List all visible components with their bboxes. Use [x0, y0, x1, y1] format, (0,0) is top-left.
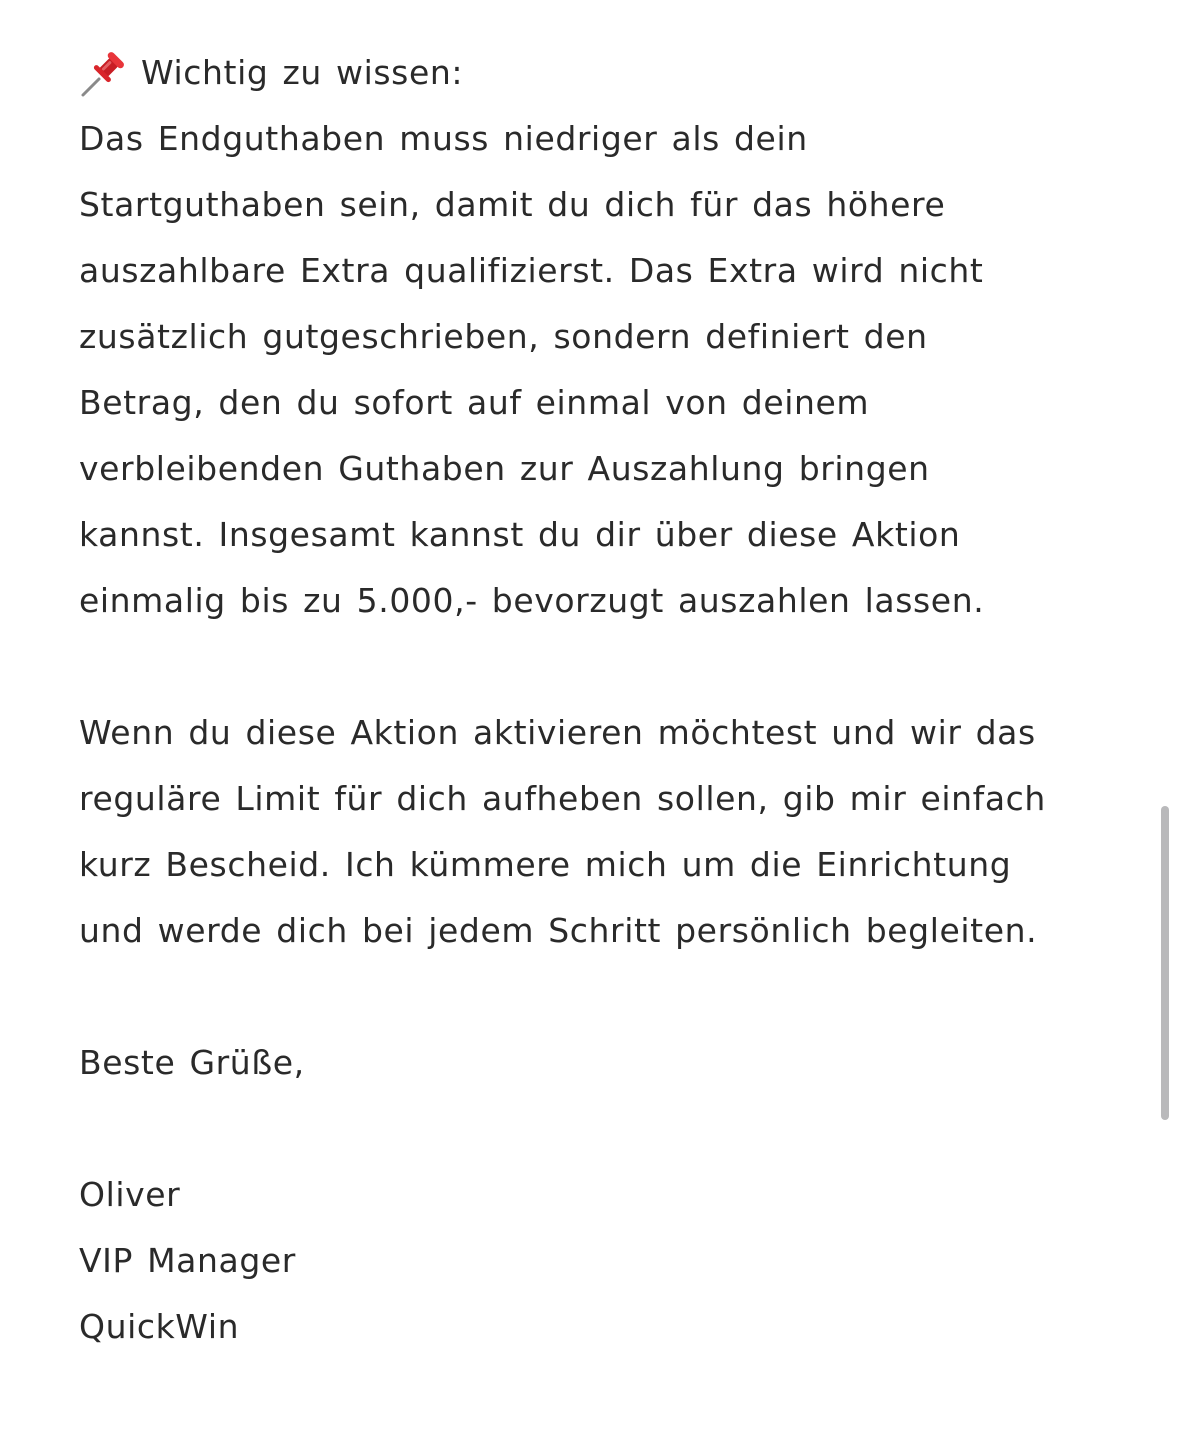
text-line: Betrag, den du sofort auf einmal von deinem — [79, 383, 870, 422]
important-heading-text: Wichtig zu wissen: — [141, 53, 464, 92]
text-line: Das Endguthaben muss niedriger als dein — [79, 119, 808, 158]
text-line: kannst. Insgesamt kannst du dir über diese Aktion — [79, 515, 961, 554]
scrollbar-thumb[interactable] — [1161, 806, 1169, 1120]
text-line: und werde dich bei jedem Schritt persönlich begleiten. — [79, 911, 1038, 950]
message-body — [79, 40, 1129, 1360]
signature-name: Oliver — [79, 1175, 181, 1214]
vertical-scrollbar[interactable] — [1159, 0, 1171, 1452]
paragraph-conditions — [79, 106, 1129, 634]
important-heading — [79, 40, 1129, 106]
spacer — [79, 1096, 1129, 1162]
text-line: einmalig bis zu 5.000,- bevorzugt auszahlen lassen. — [79, 581, 985, 620]
spacer — [79, 964, 1129, 1030]
paragraph-activation — [79, 700, 1129, 964]
signature — [79, 1162, 1129, 1360]
text-line: verbleibenden Guthaben zur Auszahlung bringen — [79, 449, 930, 488]
signature-company: QuickWin — [79, 1307, 240, 1346]
text-line: Startguthaben sein, damit du dich für das höhere — [79, 185, 946, 224]
text-line: reguläre Limit für dich aufheben sollen, gib mir einfach — [79, 779, 1046, 818]
text-line: Wenn du diese Aktion aktivieren möchtest und wir das — [79, 713, 1036, 752]
pushpin-icon — [79, 49, 127, 99]
spacer — [79, 634, 1129, 700]
closing-greeting: Beste Grüße, — [79, 1043, 305, 1082]
signature-title: VIP Manager — [79, 1241, 296, 1280]
text-line: kurz Bescheid. Ich kümmere mich um die Einrichtung — [79, 845, 1012, 884]
text-line: zusätzlich gutgeschrieben, sondern definiert den — [79, 317, 928, 356]
text-line: auszahlbare Extra qualifizierst. Das Extra wird nicht — [79, 251, 984, 290]
